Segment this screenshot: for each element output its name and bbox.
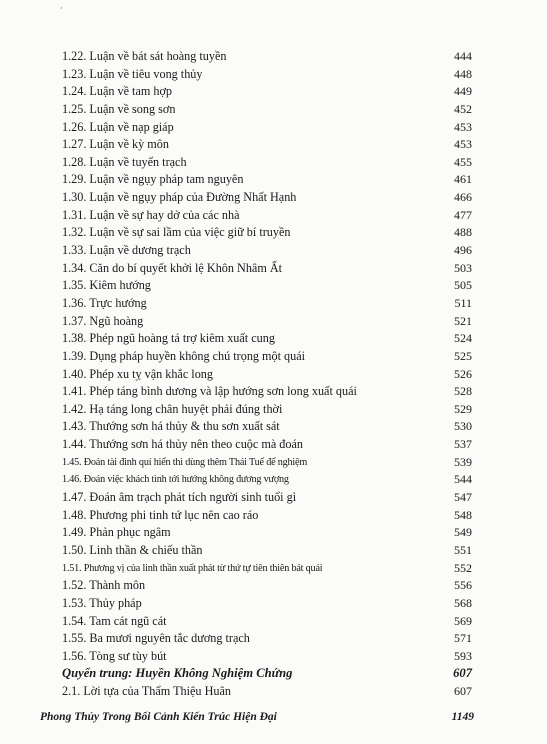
toc-entry-page: 461 [454,172,472,187]
toc-entry-title: 1.26. Luận về nạp giáp [62,119,174,134]
toc-entry [62,436,472,454]
toc-entry-title: 1.36. Trực hướng [62,295,147,310]
toc-entry-title: 1.30. Luận về ngụy pháp của Đường Nhất Hạnh [62,190,297,205]
toc-entry-page: 569 [454,613,472,628]
table-of-contents [62,48,472,701]
toc-entry-page: 525 [454,348,472,363]
toc-entry-page: 524 [454,331,472,346]
toc-entry-title: 1.38. Phép ngũ hoàng tá trợ kiêm xuất cung [62,331,275,346]
toc-entry-page: 552 [454,560,472,575]
toc-entry-title: 1.28. Luận về tuyển trạch [62,154,187,169]
toc-entry-page: 526 [454,366,472,381]
toc-part-heading [62,665,472,683]
toc-entry [62,330,472,348]
toc-entry [62,48,472,66]
toc-entry-page: 453 [454,119,472,134]
toc-entry [62,630,472,648]
footer-book-title: Phong Thủy Trong Bối Cảnh Kiến Trúc Hiện Đại [40,711,277,723]
toc-entry-title: 1.44. Thướng sơn há thủy nên theo cuộc mà đoán [62,437,303,452]
toc-entry-page: 571 [454,631,472,646]
toc-entry-title: 1.47. Đoán âm trạch phát tích người sinh tuổi gì [62,490,297,505]
toc-entry [62,683,472,701]
toc-entry-title: 1.43. Thướng sơn há thủy & thu sơn xuất sát [62,419,280,434]
toc-entry-page: 544 [454,472,472,487]
toc-entry-title: 1.46. Đoán việc khách tình tới hướng không đương vượng [62,474,289,486]
toc-entry [62,66,472,84]
toc-entry-page: 466 [454,190,472,205]
toc-entry-title: 1.56. Tòng sư tùy bút [62,648,167,663]
toc-entry-title: 1.52. Thành môn [62,578,146,593]
toc-entry-title: 1.41. Phép táng bình dương và lập hướng sơn long xuất quái [62,384,357,399]
toc-entry-title: 1.23. Luận về tiêu vong thủy [62,66,203,81]
toc-entry-page: 539 [454,454,472,469]
toc-entry [62,577,472,595]
toc-entry [62,207,472,225]
toc-entry-page: 496 [454,243,472,258]
toc-entry-page: 452 [454,101,472,116]
toc-entry-page: 511 [454,295,472,310]
toc-entry-title: 1.31. Luận về sự hay dở của các nhà [62,207,240,222]
toc-entry-page: 444 [454,49,472,63]
toc-entry [62,366,472,384]
toc-entry-title: 1.39. Dụng pháp huyền không chú trọng một quái [62,348,306,363]
toc-entry-page: 607 [454,684,472,699]
toc-entry [62,383,472,401]
toc-entry-page: 607 [453,666,472,681]
toc-entry [62,471,472,489]
toc-entry-page: 548 [454,507,472,522]
toc-entry [62,507,472,525]
page-footer [40,711,474,723]
toc-entry [62,101,472,119]
toc-entry [62,542,472,560]
toc-entry [62,489,472,507]
toc-entry-title: 1.35. Kiêm hướng [62,278,151,293]
toc-entry-title: 1.29. Luận về ngụy pháp tam nguyên [62,172,244,187]
toc-entry-page: 528 [454,384,472,399]
toc-entry-page: 568 [454,595,472,610]
toc-entry [62,613,472,631]
toc-entry-page: 593 [454,648,472,663]
toc-entry [62,136,472,154]
toc-entry-title: 1.48. Phương phi tinh tứ lục nên cao ráo [62,507,259,522]
toc-entry [62,648,472,666]
toc-entry-page: 488 [454,225,472,240]
toc-entry [62,560,472,578]
toc-entry [62,154,472,172]
toc-entry [62,313,472,331]
toc-entry-page: 455 [454,154,472,169]
toc-entry-page: 448 [454,66,472,81]
toc-entry-page: 549 [454,525,472,540]
toc-entry-page: 505 [454,278,472,293]
toc-entry [62,418,472,436]
toc-entry-title: 1.49. Phản phục ngâm [62,525,171,540]
toc-entry-page: 547 [454,490,472,505]
footer-page-number: 1149 [451,711,474,723]
toc-entry-page: 530 [454,419,472,434]
header-mark: · [60,4,63,14]
toc-entry-title: 1.25. Luận về song sơn [62,101,176,116]
toc-entry [62,454,472,472]
toc-entry-title: 1.51. Phương vị của linh thần xuất phát từ thứ tự tiên thiên bát quái [62,562,323,574]
toc-entry [62,224,472,242]
toc-entry-title: 1.50. Linh thần & chiếu thần [62,542,203,557]
toc-entry [62,260,472,278]
toc-entry-page: 449 [454,84,472,99]
toc-entry-page: 521 [454,313,472,328]
toc-entry [62,189,472,207]
toc-entry-title: 1.24. Luận về tam hợp [62,84,173,99]
toc-entry-page: 529 [454,401,472,416]
toc-entry [62,595,472,613]
toc-entry [62,242,472,260]
toc-entry-title: 2.1. Lời tựa của Thẩm Thiệu Huân [62,684,231,699]
toc-entry-page: 551 [454,542,472,557]
toc-entry-page: 537 [454,437,472,452]
toc-entry-title: 1.45. Đoán tài đinh quí hiển thì dùng thêm Thái Tuế để nghiệm [62,456,308,468]
toc-entry-title: 1.54. Tam cát ngũ cát [62,613,167,628]
toc-entry-page: 453 [454,137,472,152]
toc-entry [62,171,472,189]
toc-entry-title: 1.27. Luận về kỳ môn [62,137,169,152]
toc-entry-title: 1.33. Luận về dương trạch [62,243,191,258]
toc-entry [62,401,472,419]
toc-entry-title: 1.37. Ngũ hoàng [62,313,144,328]
toc-entry [62,295,472,313]
toc-entry-title: Quyển trung: Huyền Không Nghiệm Chứng [62,666,293,681]
toc-entry-page: 556 [454,578,472,593]
toc-entry-title: 1.32. Luận về sự sai lầm của việc giữ bí truyền [62,225,291,240]
toc-entry-page: 503 [454,260,472,275]
toc-entry-title: 1.53. Thủy pháp [62,595,142,610]
toc-entry [62,524,472,542]
toc-entry-title: 1.34. Căn do bí quyết khởi lệ Khôn Nhâm Ất [62,260,283,275]
toc-entry [62,83,472,101]
toc-entry [62,348,472,366]
toc-entry [62,277,472,295]
toc-entry-title: 1.55. Ba mươi nguyên tắc dương trạch [62,631,250,646]
toc-entry-title: 1.22. Luận về bát sát hoàng tuyền [62,49,227,63]
toc-entry [62,119,472,137]
toc-entry-title: 1.40. Phép xu tỵ vận khắc long [62,366,213,381]
toc-entry-title: 1.42. Hạ táng long chân huyệt phải đúng thời [62,401,283,416]
toc-entry-page: 477 [454,207,472,222]
